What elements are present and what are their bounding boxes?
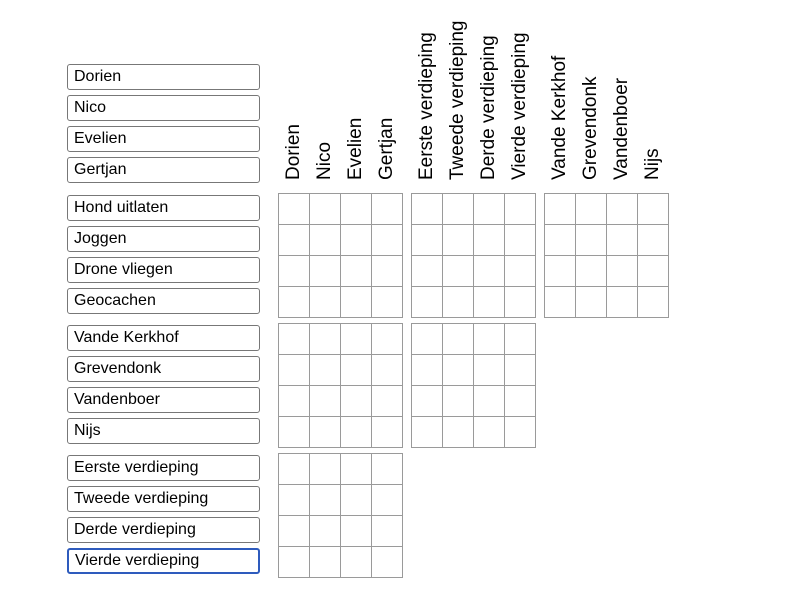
row-labels-names — [67, 64, 260, 183]
column-header-group-surnames — [544, 10, 669, 180]
grid-cell[interactable] — [412, 256, 443, 287]
label-box-name[interactable] — [67, 157, 260, 183]
row-labels-floors — [67, 453, 260, 578]
grid-cell[interactable] — [372, 516, 403, 547]
column-header: Nijs — [641, 148, 663, 180]
grid-cell[interactable] — [474, 287, 505, 318]
column-header: Vande Kerkhof — [548, 55, 570, 180]
grid-cell[interactable] — [372, 225, 403, 256]
grid-cell[interactable] — [638, 256, 669, 287]
grid-cell[interactable] — [341, 386, 372, 417]
grid-cell[interactable] — [545, 194, 576, 225]
column-header: Vandenboer — [610, 77, 632, 180]
grid-cell[interactable] — [505, 194, 536, 225]
grid-block-activities-names — [278, 193, 403, 318]
grid-cell[interactable] — [443, 225, 474, 256]
grid-cell[interactable] — [341, 417, 372, 448]
grid-cell[interactable] — [412, 324, 443, 355]
grid-cell[interactable] — [341, 516, 372, 547]
label-text: Evelien — [74, 130, 127, 147]
grid-cell[interactable] — [372, 256, 403, 287]
grid-cell[interactable] — [279, 324, 310, 355]
grid-blocks-row-2 — [278, 323, 536, 448]
label-box-floor[interactable] — [67, 548, 260, 574]
column-header-group-names — [278, 10, 403, 180]
grid-cell[interactable] — [607, 287, 638, 318]
grid-cell[interactable] — [443, 287, 474, 318]
grid-cell[interactable] — [341, 256, 372, 287]
label-text: Eerste verdieping — [74, 459, 199, 476]
grid-cell[interactable] — [412, 417, 443, 448]
label-box-floor[interactable] — [67, 486, 260, 512]
grid-cell[interactable] — [310, 194, 341, 225]
grid-cell[interactable] — [505, 386, 536, 417]
grid-cell[interactable] — [412, 225, 443, 256]
row-labels-activities — [67, 193, 260, 318]
grid-cell[interactable] — [576, 256, 607, 287]
grid-cell[interactable] — [505, 225, 536, 256]
grid-cell[interactable] — [310, 225, 341, 256]
grid-cell[interactable] — [341, 225, 372, 256]
label-text: Vande Kerkhof — [74, 329, 179, 346]
grid-cell[interactable] — [412, 287, 443, 318]
grid-cell[interactable] — [341, 485, 372, 516]
label-text: Dorien — [74, 68, 122, 85]
grid-cell[interactable] — [474, 324, 505, 355]
grid-cell[interactable] — [372, 454, 403, 485]
column-header: Gertjan — [375, 117, 397, 180]
grid-cell[interactable] — [474, 417, 505, 448]
grid-cell[interactable] — [279, 547, 310, 578]
grid-cell[interactable] — [279, 225, 310, 256]
grid-cell[interactable] — [341, 324, 372, 355]
grid-cell[interactable] — [412, 355, 443, 386]
column-header: Eerste verdieping — [415, 32, 437, 180]
grid-cell[interactable] — [341, 454, 372, 485]
grid-cell[interactable] — [505, 355, 536, 386]
grid-block-surnames-floors — [411, 323, 536, 448]
grid-cell[interactable] — [372, 417, 403, 448]
label-box-activity[interactable] — [67, 195, 260, 221]
grid-cell[interactable] — [505, 287, 536, 318]
label-text: Grevendonk — [74, 360, 162, 377]
label-text: Joggen — [74, 230, 127, 247]
grid-cell[interactable] — [607, 194, 638, 225]
grid-cell[interactable] — [279, 287, 310, 318]
grid-cell[interactable] — [310, 454, 341, 485]
grid-cell[interactable] — [310, 386, 341, 417]
grid-cell[interactable] — [545, 256, 576, 287]
label-box-floor[interactable] — [67, 455, 260, 481]
grid-cell[interactable] — [474, 256, 505, 287]
band-surnames — [67, 323, 669, 448]
grid-cell[interactable] — [412, 194, 443, 225]
grid-cell[interactable] — [505, 324, 536, 355]
grid-cell[interactable] — [576, 287, 607, 318]
grid-cell[interactable] — [341, 355, 372, 386]
grid-block-surnames-names — [278, 323, 403, 448]
grid-cell[interactable] — [310, 287, 341, 318]
grid-cell[interactable] — [474, 355, 505, 386]
grid-cell[interactable] — [372, 355, 403, 386]
column-header: Evelien — [344, 117, 366, 180]
label-box-surname[interactable] — [67, 418, 260, 444]
label-box-surname[interactable] — [67, 325, 260, 351]
grid-cell[interactable] — [607, 256, 638, 287]
grid-cell[interactable] — [443, 355, 474, 386]
grid-cell[interactable] — [279, 454, 310, 485]
grid-cell[interactable] — [545, 287, 576, 318]
grid-cell[interactable] — [474, 225, 505, 256]
logic-puzzle — [67, 0, 669, 578]
column-headers — [278, 10, 669, 180]
grid-cell[interactable] — [443, 324, 474, 355]
grid-blocks-row-3 — [278, 453, 403, 578]
grid-cell[interactable] — [474, 386, 505, 417]
grid-cell[interactable] — [638, 194, 669, 225]
grid-cell[interactable] — [638, 287, 669, 318]
label-box-activity[interactable] — [67, 226, 260, 252]
grid-cell[interactable] — [310, 547, 341, 578]
grid-cell[interactable] — [279, 256, 310, 287]
grid-cell[interactable] — [638, 225, 669, 256]
grid-cell[interactable] — [279, 386, 310, 417]
label-text: Vierde verdieping — [75, 552, 200, 569]
grid-cell[interactable] — [310, 355, 341, 386]
column-header: Tweede verdieping — [446, 20, 468, 180]
grid-cell[interactable] — [279, 417, 310, 448]
label-box-surname[interactable] — [67, 387, 260, 413]
band-activities — [67, 193, 669, 318]
grid-cell[interactable] — [443, 417, 474, 448]
grid-block-floors-names — [278, 453, 403, 578]
grid-cell[interactable] — [372, 386, 403, 417]
grid-cell[interactable] — [372, 287, 403, 318]
label-box-name[interactable] — [67, 126, 260, 152]
grid-cell[interactable] — [576, 225, 607, 256]
label-box-activity[interactable] — [67, 288, 260, 314]
grid-cell[interactable] — [372, 324, 403, 355]
grid-cell[interactable] — [545, 225, 576, 256]
column-header: Vierde verdieping — [508, 32, 530, 180]
grid-cell[interactable] — [341, 547, 372, 578]
grid-cell[interactable] — [372, 547, 403, 578]
grid-cell[interactable] — [310, 485, 341, 516]
grid-cell[interactable] — [576, 194, 607, 225]
label-box-activity[interactable] — [67, 257, 260, 283]
label-text: Derde verdieping — [74, 521, 196, 538]
grid-cell[interactable] — [279, 516, 310, 547]
grid-cell[interactable] — [279, 355, 310, 386]
label-box-surname[interactable] — [67, 356, 260, 382]
row-labels-surnames — [67, 323, 260, 448]
grid-cell[interactable] — [607, 225, 638, 256]
grid-cell[interactable] — [505, 256, 536, 287]
grid-cell[interactable] — [443, 256, 474, 287]
header-section — [67, 0, 669, 188]
grid-cell[interactable] — [341, 194, 372, 225]
grid-cell[interactable] — [443, 386, 474, 417]
grid-cell[interactable] — [310, 417, 341, 448]
grid-cell[interactable] — [505, 417, 536, 448]
band-floors — [67, 453, 669, 578]
label-text: Nico — [74, 99, 107, 116]
label-text: Nijs — [74, 422, 101, 439]
column-header: Dorien — [282, 124, 304, 180]
column-header: Nico — [313, 141, 335, 180]
grid-cell[interactable] — [443, 194, 474, 225]
label-text: Hond uitlaten — [74, 199, 169, 216]
label-box-floor[interactable] — [67, 517, 260, 543]
label-text: Drone vliegen — [74, 261, 173, 278]
grid-cell[interactable] — [279, 194, 310, 225]
grid-cell[interactable] — [341, 287, 372, 318]
grid-cell[interactable] — [310, 516, 341, 547]
grid-cell[interactable] — [474, 194, 505, 225]
grid-cell[interactable] — [279, 485, 310, 516]
label-box-name[interactable] — [67, 64, 260, 90]
grid-block-activities-floors — [411, 193, 536, 318]
column-header: Grevendonk — [579, 76, 601, 180]
label-text: Geocachen — [74, 292, 156, 309]
label-text: Tweede verdieping — [74, 490, 209, 507]
grid-cell[interactable] — [372, 485, 403, 516]
grid-cell[interactable] — [412, 386, 443, 417]
label-box-name[interactable] — [67, 95, 260, 121]
label-text: Gertjan — [74, 161, 127, 178]
grid-cell[interactable] — [372, 194, 403, 225]
column-header-group-floors — [411, 10, 536, 180]
grid-block-activities-surnames — [544, 193, 669, 318]
column-header: Derde verdieping — [477, 35, 499, 180]
grid-blocks-row-1 — [278, 193, 669, 318]
label-text: Vandenboer — [74, 391, 160, 408]
grid-cell[interactable] — [310, 256, 341, 287]
grid-cell[interactable] — [310, 324, 341, 355]
